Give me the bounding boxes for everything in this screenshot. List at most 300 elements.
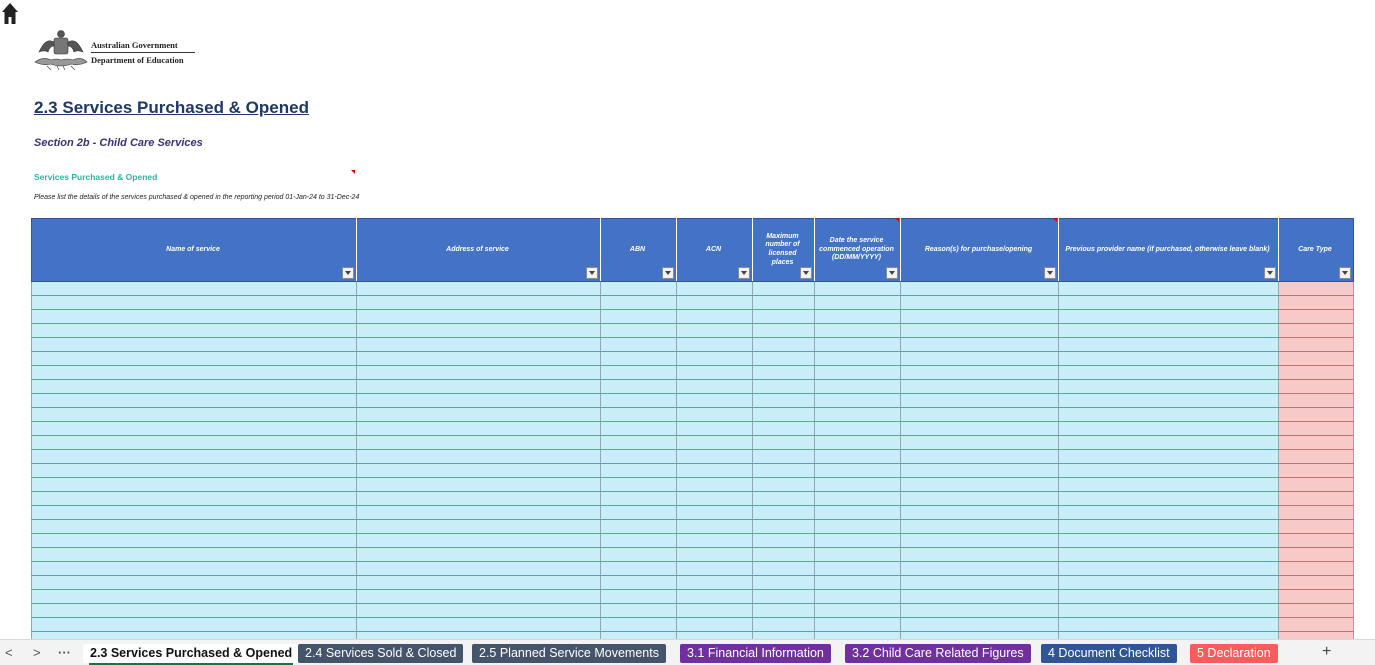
table-cell[interactable] bbox=[677, 324, 753, 338]
table-cell[interactable] bbox=[601, 422, 677, 436]
table-cell[interactable] bbox=[1279, 422, 1354, 436]
table-cell[interactable] bbox=[677, 296, 753, 310]
filter-dropdown-icon[interactable] bbox=[586, 267, 598, 279]
column-header-label: Reason(s) for purchase/opening bbox=[924, 245, 1033, 253]
table-row bbox=[32, 590, 1354, 604]
table-cell[interactable] bbox=[901, 394, 1059, 408]
table-cell[interactable] bbox=[901, 464, 1059, 478]
home-icon[interactable] bbox=[0, 0, 20, 26]
table-cell[interactable] bbox=[601, 324, 677, 338]
table-cell[interactable] bbox=[601, 296, 677, 310]
table-cell[interactable] bbox=[32, 478, 357, 492]
table-cell[interactable] bbox=[601, 576, 677, 590]
table-row bbox=[32, 534, 1354, 548]
table-cell[interactable] bbox=[901, 562, 1059, 576]
table-cell[interactable] bbox=[32, 590, 357, 604]
table-cell[interactable] bbox=[753, 478, 815, 492]
table-cell[interactable] bbox=[677, 520, 753, 534]
column-header[interactable] bbox=[1279, 219, 1354, 282]
table-cell[interactable] bbox=[601, 352, 677, 366]
table-cell[interactable] bbox=[357, 422, 601, 436]
table-cell[interactable] bbox=[901, 352, 1059, 366]
table-cell[interactable] bbox=[357, 450, 601, 464]
table-cell[interactable] bbox=[677, 380, 753, 394]
subheading: Services Purchased & Opened bbox=[34, 172, 158, 182]
column-header-label: Address of service bbox=[446, 245, 509, 253]
table-row bbox=[32, 576, 1354, 590]
table-cell[interactable] bbox=[815, 548, 901, 562]
column-header[interactable] bbox=[1059, 219, 1279, 282]
table-cell[interactable] bbox=[1059, 604, 1279, 618]
table-cell[interactable] bbox=[753, 296, 815, 310]
table-cell[interactable] bbox=[32, 422, 357, 436]
table-cell[interactable] bbox=[753, 338, 815, 352]
table-cell[interactable] bbox=[1059, 618, 1279, 632]
table-cell[interactable] bbox=[901, 408, 1059, 422]
table-cell[interactable] bbox=[901, 450, 1059, 464]
filter-dropdown-icon[interactable] bbox=[1339, 267, 1351, 279]
table-row bbox=[32, 478, 1354, 492]
table-cell[interactable] bbox=[677, 366, 753, 380]
table-cell[interactable] bbox=[815, 562, 901, 576]
table-cell[interactable] bbox=[601, 380, 677, 394]
table-cell[interactable] bbox=[32, 366, 357, 380]
filter-dropdown-icon[interactable] bbox=[1044, 267, 1056, 279]
table-cell[interactable] bbox=[753, 436, 815, 450]
table-cell[interactable] bbox=[1059, 296, 1279, 310]
table-cell[interactable] bbox=[677, 548, 753, 562]
table-cell[interactable] bbox=[1059, 492, 1279, 506]
table-cell[interactable] bbox=[1279, 520, 1354, 534]
tab-child-care-related-figures[interactable]: 3.2 Child Care Related Figures bbox=[845, 644, 1031, 663]
table-row bbox=[32, 604, 1354, 618]
tab-declaration[interactable]: 5 Declaration bbox=[1190, 644, 1278, 663]
tab-financial-information[interactable]: 3.1 Financial Information bbox=[680, 644, 831, 663]
table-cell[interactable] bbox=[1279, 604, 1354, 618]
table-cell[interactable] bbox=[677, 618, 753, 632]
table-cell[interactable] bbox=[677, 282, 753, 296]
table-cell[interactable] bbox=[357, 534, 601, 548]
table-cell[interactable] bbox=[677, 422, 753, 436]
table-cell[interactable] bbox=[357, 590, 601, 604]
table-cell[interactable] bbox=[901, 576, 1059, 590]
table-cell[interactable] bbox=[677, 408, 753, 422]
table-cell[interactable] bbox=[753, 394, 815, 408]
table-cell[interactable] bbox=[753, 506, 815, 520]
table-cell[interactable] bbox=[1279, 380, 1354, 394]
tab-services-purchased-opened[interactable]: 2.3 Services Purchased & Opened bbox=[83, 644, 299, 663]
table-cell[interactable] bbox=[1279, 478, 1354, 492]
table-row bbox=[32, 492, 1354, 506]
table-cell[interactable] bbox=[677, 506, 753, 520]
table-cell[interactable] bbox=[32, 296, 357, 310]
table-cell[interactable] bbox=[1279, 436, 1354, 450]
tab-scroll-left[interactable]: < bbox=[5, 645, 13, 660]
tab-document-checklist[interactable]: 4 Document Checklist bbox=[1041, 644, 1177, 663]
table-cell[interactable] bbox=[32, 492, 357, 506]
table-row bbox=[32, 310, 1354, 324]
table-cell[interactable] bbox=[1059, 520, 1279, 534]
table-cell[interactable] bbox=[32, 394, 357, 408]
table-cell[interactable] bbox=[753, 422, 815, 436]
table-row bbox=[32, 408, 1354, 422]
table-cell[interactable] bbox=[753, 408, 815, 422]
table-cell[interactable] bbox=[901, 590, 1059, 604]
table-cell[interactable] bbox=[901, 478, 1059, 492]
table-cell[interactable] bbox=[815, 534, 901, 548]
table-cell[interactable] bbox=[601, 408, 677, 422]
table-cell[interactable] bbox=[1279, 408, 1354, 422]
table-cell[interactable] bbox=[677, 310, 753, 324]
table-cell[interactable] bbox=[901, 506, 1059, 520]
table-cell[interactable] bbox=[753, 492, 815, 506]
table-cell[interactable] bbox=[32, 352, 357, 366]
table-cell[interactable] bbox=[753, 618, 815, 632]
table-cell[interactable] bbox=[901, 618, 1059, 632]
table-cell[interactable] bbox=[1279, 548, 1354, 562]
column-header[interactable] bbox=[32, 219, 357, 282]
table-cell[interactable] bbox=[1279, 366, 1354, 380]
table-cell[interactable] bbox=[815, 394, 901, 408]
table-row bbox=[32, 352, 1354, 366]
table-cell[interactable] bbox=[1279, 534, 1354, 548]
table-cell[interactable] bbox=[601, 436, 677, 450]
table-cell[interactable] bbox=[1059, 324, 1279, 338]
table-cell[interactable] bbox=[753, 450, 815, 464]
table-cell[interactable] bbox=[1059, 436, 1279, 450]
table-cell[interactable] bbox=[357, 394, 601, 408]
table-cell[interactable] bbox=[357, 296, 601, 310]
table-cell[interactable] bbox=[901, 282, 1059, 296]
table-cell[interactable] bbox=[753, 380, 815, 394]
table-cell[interactable] bbox=[815, 352, 901, 366]
table-cell[interactable] bbox=[901, 296, 1059, 310]
table-cell[interactable] bbox=[753, 520, 815, 534]
table-cell[interactable] bbox=[901, 324, 1059, 338]
table-row bbox=[32, 548, 1354, 562]
table-cell[interactable] bbox=[601, 366, 677, 380]
table-cell[interactable] bbox=[815, 464, 901, 478]
table-cell[interactable] bbox=[1279, 506, 1354, 520]
table-row bbox=[32, 366, 1354, 380]
column-header-label: Name of service bbox=[166, 245, 220, 253]
filter-dropdown-icon[interactable] bbox=[738, 267, 750, 279]
table-cell[interactable] bbox=[601, 282, 677, 296]
table-cell[interactable] bbox=[677, 576, 753, 590]
table-row bbox=[32, 296, 1354, 310]
table-cell[interactable] bbox=[815, 310, 901, 324]
table-cell[interactable] bbox=[1279, 562, 1354, 576]
table-cell[interactable] bbox=[32, 548, 357, 562]
table-cell[interactable] bbox=[1279, 576, 1354, 590]
table-cell[interactable] bbox=[753, 562, 815, 576]
table-cell[interactable] bbox=[601, 492, 677, 506]
table-cell[interactable] bbox=[32, 464, 357, 478]
table-cell[interactable] bbox=[1279, 450, 1354, 464]
filter-dropdown-icon[interactable] bbox=[342, 267, 354, 279]
table-cell[interactable] bbox=[601, 618, 677, 632]
more-tabs-button[interactable]: ··· bbox=[58, 645, 71, 660]
table-cell[interactable] bbox=[1059, 534, 1279, 548]
filter-dropdown-icon[interactable] bbox=[886, 267, 898, 279]
table-cell[interactable] bbox=[32, 380, 357, 394]
table-cell[interactable] bbox=[1059, 422, 1279, 436]
tab-planned-service-movements[interactable]: 2.5 Planned Service Movements bbox=[472, 644, 666, 663]
table-cell[interactable] bbox=[357, 464, 601, 478]
table-cell[interactable] bbox=[815, 520, 901, 534]
table-cell[interactable] bbox=[677, 394, 753, 408]
table-cell[interactable] bbox=[677, 352, 753, 366]
table-cell[interactable] bbox=[815, 380, 901, 394]
table-cell[interactable] bbox=[601, 520, 677, 534]
filter-dropdown-icon[interactable] bbox=[800, 267, 812, 279]
table-cell[interactable] bbox=[677, 450, 753, 464]
table-cell[interactable] bbox=[1279, 394, 1354, 408]
table-cell[interactable] bbox=[753, 604, 815, 618]
table-row bbox=[32, 338, 1354, 352]
table-cell[interactable] bbox=[677, 590, 753, 604]
table-cell[interactable] bbox=[601, 310, 677, 324]
table-cell[interactable] bbox=[815, 282, 901, 296]
add-sheet-button[interactable]: + bbox=[1322, 643, 1332, 660]
table-cell[interactable] bbox=[815, 618, 901, 632]
table-cell[interactable] bbox=[815, 450, 901, 464]
table-cell[interactable] bbox=[601, 534, 677, 548]
table-cell[interactable] bbox=[753, 534, 815, 548]
table-cell[interactable] bbox=[901, 492, 1059, 506]
comment-indicator[interactable] bbox=[351, 170, 355, 174]
table-cell[interactable] bbox=[1279, 310, 1354, 324]
table-cell[interactable] bbox=[1059, 562, 1279, 576]
table-row bbox=[32, 562, 1354, 576]
table-cell[interactable] bbox=[32, 450, 357, 464]
table-cell[interactable] bbox=[815, 506, 901, 520]
column-header[interactable] bbox=[901, 219, 1059, 282]
table-cell[interactable] bbox=[1279, 590, 1354, 604]
table-cell[interactable] bbox=[901, 604, 1059, 618]
table-cell[interactable] bbox=[357, 338, 601, 352]
table-cell[interactable] bbox=[677, 464, 753, 478]
comment-indicator[interactable] bbox=[1053, 218, 1057, 222]
table-cell[interactable] bbox=[32, 324, 357, 338]
table-row bbox=[32, 422, 1354, 436]
instruction-text: Please list the details of the services purchased & opened in the reporting period 01-Jan-24 to 31-Dec-24 bbox=[34, 194, 360, 201]
table-cell[interactable] bbox=[357, 562, 601, 576]
table-cell[interactable] bbox=[357, 478, 601, 492]
table-cell[interactable] bbox=[815, 436, 901, 450]
table-cell[interactable] bbox=[815, 604, 901, 618]
table-cell[interactable] bbox=[1059, 380, 1279, 394]
table-cell[interactable] bbox=[357, 492, 601, 506]
table-cell[interactable] bbox=[601, 464, 677, 478]
tab-services-sold-closed[interactable]: 2.4 Services Sold & Closed bbox=[298, 644, 463, 663]
table-cell[interactable] bbox=[753, 464, 815, 478]
table-cell[interactable] bbox=[1059, 282, 1279, 296]
table-cell[interactable] bbox=[901, 534, 1059, 548]
table-cell[interactable] bbox=[601, 478, 677, 492]
table-cell[interactable] bbox=[601, 338, 677, 352]
table-cell[interactable] bbox=[601, 506, 677, 520]
column-header-label: Date the service commenced operation (DD/MM/YYYY) bbox=[819, 236, 894, 262]
table-cell[interactable] bbox=[357, 380, 601, 394]
table-cell[interactable] bbox=[901, 366, 1059, 380]
table-cell[interactable] bbox=[677, 492, 753, 506]
table-cell[interactable] bbox=[753, 282, 815, 296]
page-title: 2.3 Services Purchased & Opened bbox=[34, 98, 309, 117]
table-row bbox=[32, 436, 1354, 450]
table-cell[interactable] bbox=[601, 450, 677, 464]
table-cell[interactable] bbox=[1059, 576, 1279, 590]
table-cell[interactable] bbox=[32, 520, 357, 534]
table-cell[interactable] bbox=[32, 506, 357, 520]
filter-dropdown-icon[interactable] bbox=[662, 267, 674, 279]
tab-scroll-right[interactable]: > bbox=[33, 645, 41, 660]
table-cell[interactable] bbox=[357, 282, 601, 296]
table-cell[interactable] bbox=[601, 590, 677, 604]
table-cell[interactable] bbox=[1279, 338, 1354, 352]
table-row bbox=[32, 450, 1354, 464]
table-cell[interactable] bbox=[357, 436, 601, 450]
column-header-label: Care Type bbox=[1298, 245, 1332, 253]
table-cell[interactable] bbox=[601, 548, 677, 562]
government-logo bbox=[33, 28, 203, 72]
logo-divider bbox=[91, 52, 195, 53]
table-cell[interactable] bbox=[357, 310, 601, 324]
table-cell[interactable] bbox=[753, 324, 815, 338]
table-cell[interactable] bbox=[1279, 282, 1354, 296]
table-cell[interactable] bbox=[32, 310, 357, 324]
table-cell[interactable] bbox=[32, 604, 357, 618]
table-cell[interactable] bbox=[601, 562, 677, 576]
column-header[interactable] bbox=[753, 219, 815, 282]
table-cell[interactable] bbox=[1279, 324, 1354, 338]
table-cell[interactable] bbox=[32, 618, 357, 632]
table-cell[interactable] bbox=[1059, 408, 1279, 422]
table-cell[interactable] bbox=[815, 478, 901, 492]
table-cell[interactable] bbox=[815, 296, 901, 310]
table-cell[interactable] bbox=[677, 436, 753, 450]
services-table bbox=[31, 218, 1354, 646]
sheet-tab-bar bbox=[0, 639, 1375, 665]
table-cell[interactable] bbox=[1059, 464, 1279, 478]
table-cell[interactable] bbox=[901, 380, 1059, 394]
table-row bbox=[32, 380, 1354, 394]
table-row bbox=[32, 618, 1354, 632]
column-header[interactable] bbox=[815, 219, 901, 282]
table-cell[interactable] bbox=[1059, 478, 1279, 492]
table-cell[interactable] bbox=[1059, 394, 1279, 408]
table-row bbox=[32, 464, 1354, 478]
table-cell[interactable] bbox=[1059, 338, 1279, 352]
table-cell[interactable] bbox=[32, 534, 357, 548]
table-cell[interactable] bbox=[677, 562, 753, 576]
table-cell[interactable] bbox=[357, 618, 601, 632]
column-header-label: ACN bbox=[705, 245, 722, 253]
table-cell[interactable] bbox=[677, 338, 753, 352]
table-cell[interactable] bbox=[815, 324, 901, 338]
table-cell[interactable] bbox=[815, 338, 901, 352]
table-cell[interactable] bbox=[1059, 352, 1279, 366]
table-cell[interactable] bbox=[677, 604, 753, 618]
table-cell[interactable] bbox=[1279, 492, 1354, 506]
table-cell[interactable] bbox=[901, 338, 1059, 352]
table-cell[interactable] bbox=[1059, 366, 1279, 380]
table-cell[interactable] bbox=[32, 436, 357, 450]
table-cell[interactable] bbox=[32, 338, 357, 352]
table-cell[interactable] bbox=[357, 548, 601, 562]
table-cell[interactable] bbox=[1059, 590, 1279, 604]
table-cell[interactable] bbox=[815, 590, 901, 604]
table-cell[interactable] bbox=[753, 366, 815, 380]
header-row bbox=[32, 219, 1354, 282]
table-cell[interactable] bbox=[753, 310, 815, 324]
table-row bbox=[32, 506, 1354, 520]
table-cell[interactable] bbox=[32, 576, 357, 590]
table-cell[interactable] bbox=[357, 506, 601, 520]
table-cell[interactable] bbox=[901, 436, 1059, 450]
table-cell[interactable] bbox=[357, 324, 601, 338]
table-cell[interactable] bbox=[32, 562, 357, 576]
table-cell[interactable] bbox=[32, 282, 357, 296]
table-cell[interactable] bbox=[1059, 310, 1279, 324]
table-row bbox=[32, 282, 1354, 296]
table-cell[interactable] bbox=[901, 310, 1059, 324]
table-cell[interactable] bbox=[815, 492, 901, 506]
table-cell[interactable] bbox=[901, 520, 1059, 534]
table-cell[interactable] bbox=[1279, 296, 1354, 310]
table-cell[interactable] bbox=[357, 604, 601, 618]
logo-line-2: Department of Education bbox=[91, 55, 184, 65]
logo-line-1: Australian Government bbox=[91, 40, 178, 50]
table-cell[interactable] bbox=[677, 478, 753, 492]
table-cell[interactable] bbox=[357, 576, 601, 590]
table-cell[interactable] bbox=[815, 408, 901, 422]
table-cell[interactable] bbox=[1059, 450, 1279, 464]
table-cell[interactable] bbox=[753, 576, 815, 590]
table-cell[interactable] bbox=[753, 590, 815, 604]
column-header[interactable] bbox=[601, 219, 677, 282]
section-heading: Section 2b - Child Care Services bbox=[34, 137, 203, 149]
table-cell[interactable] bbox=[1279, 618, 1354, 632]
table-cell[interactable] bbox=[901, 422, 1059, 436]
table-cell[interactable] bbox=[815, 366, 901, 380]
table-cell[interactable] bbox=[901, 548, 1059, 562]
table-cell[interactable] bbox=[815, 576, 901, 590]
table-cell[interactable] bbox=[601, 394, 677, 408]
table-row bbox=[32, 520, 1354, 534]
table-cell[interactable] bbox=[357, 366, 601, 380]
table-cell[interactable] bbox=[601, 604, 677, 618]
table-cell[interactable] bbox=[1279, 464, 1354, 478]
table-cell[interactable] bbox=[1059, 506, 1279, 520]
table-cell[interactable] bbox=[1059, 548, 1279, 562]
table-cell[interactable] bbox=[1279, 352, 1354, 366]
column-header-label: ABN bbox=[629, 245, 646, 253]
table-cell[interactable] bbox=[357, 408, 601, 422]
comment-indicator[interactable] bbox=[895, 218, 899, 222]
table-cell[interactable] bbox=[357, 520, 601, 534]
table-cell[interactable] bbox=[677, 534, 753, 548]
table-cell[interactable] bbox=[32, 408, 357, 422]
table-row bbox=[32, 324, 1354, 338]
column-header[interactable] bbox=[677, 219, 753, 282]
table-cell[interactable] bbox=[753, 352, 815, 366]
filter-dropdown-icon[interactable] bbox=[1264, 267, 1276, 279]
table-cell[interactable] bbox=[357, 352, 601, 366]
table-cell[interactable] bbox=[815, 422, 901, 436]
table-cell[interactable] bbox=[753, 548, 815, 562]
column-header[interactable] bbox=[357, 219, 601, 282]
